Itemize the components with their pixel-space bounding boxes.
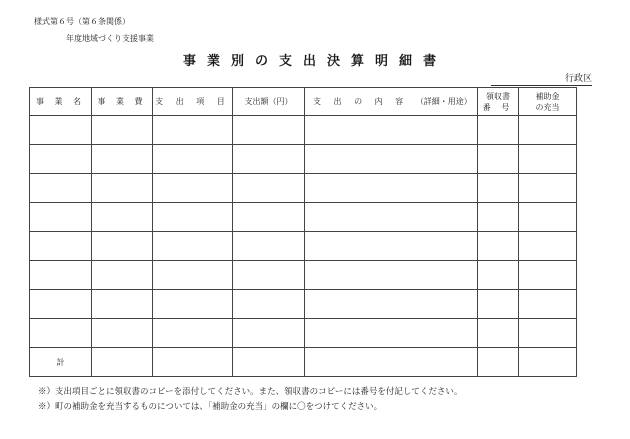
cell-subsidy-allocation[interactable]: [519, 116, 577, 145]
cell-project-name[interactable]: [30, 232, 92, 261]
table-row: [30, 174, 577, 203]
cell-project-cost[interactable]: [92, 203, 153, 232]
cell-expense-item[interactable]: [153, 174, 233, 203]
header-receipt-number: 領収書 番 号: [478, 88, 519, 116]
cell-expense-amount[interactable]: [233, 174, 305, 203]
cell-subsidy-allocation[interactable]: [519, 261, 577, 290]
cell-expense-amount[interactable]: [233, 203, 305, 232]
expense-detail-table: [29, 87, 577, 377]
cell-expense-item[interactable]: [153, 116, 233, 145]
cell-expense-amount[interactable]: [233, 116, 305, 145]
cell-project-name[interactable]: [30, 319, 92, 348]
cell-expense-item[interactable]: [153, 232, 233, 261]
cell-subsidy-allocation[interactable]: [519, 348, 577, 377]
cell-project-cost[interactable]: [92, 319, 153, 348]
cell-expense-content[interactable]: [305, 319, 478, 348]
cell-expense-amount[interactable]: [233, 290, 305, 319]
cell-receipt-number[interactable]: [478, 116, 519, 145]
cell-expense-content[interactable]: [305, 348, 478, 377]
table-row: [30, 116, 577, 145]
header-expense-content: 支 出 の 内 容 （詳細・用途）: [305, 88, 478, 116]
cell-receipt-number[interactable]: [478, 348, 519, 377]
cell-project-name[interactable]: [30, 290, 92, 319]
project-name: 年度地域づくり支援事業: [66, 34, 154, 43]
table-row: [30, 261, 577, 290]
cell-receipt-number[interactable]: [478, 145, 519, 174]
header-subsidy-allocation: 補助金 の充当: [519, 88, 577, 116]
cell-project-name[interactable]: [30, 116, 92, 145]
cell-project-name[interactable]: [30, 174, 92, 203]
header-row: [30, 88, 577, 116]
cell-total-expense-amount[interactable]: [233, 348, 305, 377]
cell-expense-amount[interactable]: [233, 261, 305, 290]
cell-expense-amount[interactable]: [233, 319, 305, 348]
cell-receipt-number[interactable]: [478, 232, 519, 261]
cell-receipt-number[interactable]: [478, 174, 519, 203]
table-row: [30, 319, 577, 348]
page-title: 事業別の支出決算明細書: [182, 54, 447, 69]
header-project-name: 事 業 名: [30, 88, 92, 116]
cell-expense-item[interactable]: [153, 203, 233, 232]
cell-expense-content[interactable]: [305, 145, 478, 174]
header-expense-amount: 支出額（円）: [233, 88, 305, 116]
district-label: 行政区: [491, 73, 592, 86]
header-project-cost: 事 業 費: [92, 88, 153, 116]
cell-expense-item[interactable]: [153, 319, 233, 348]
cell-project-cost[interactable]: [92, 116, 153, 145]
cell-subsidy-allocation[interactable]: [519, 290, 577, 319]
total-label: 計: [30, 348, 92, 377]
cell-subsidy-allocation[interactable]: [519, 203, 577, 232]
cell-receipt-number[interactable]: [478, 319, 519, 348]
cell-project-name[interactable]: [30, 145, 92, 174]
cell-expense-amount[interactable]: [233, 232, 305, 261]
cell-expense-item[interactable]: [153, 348, 233, 377]
header-expense-item: 支 出 項 目: [153, 88, 233, 116]
form-number: 様式第６号（第６条関係）: [34, 17, 130, 26]
cell-project-cost[interactable]: [92, 145, 153, 174]
table-row: [30, 290, 577, 319]
total-row: [30, 348, 577, 377]
table-row: [30, 232, 577, 261]
footnote: ※）支出項目ごとに領収書のコピーを添付してください。また、領収書のコピーには番号を付記してください。: [38, 387, 463, 397]
cell-expense-item[interactable]: [153, 145, 233, 174]
cell-subsidy-allocation[interactable]: [519, 232, 577, 261]
cell-subsidy-allocation[interactable]: [519, 145, 577, 174]
footnotes: [38, 385, 462, 415]
cell-subsidy-allocation[interactable]: [519, 174, 577, 203]
cell-expense-content[interactable]: [305, 261, 478, 290]
cell-project-name[interactable]: [30, 203, 92, 232]
cell-expense-item[interactable]: [153, 261, 233, 290]
table-row: [30, 203, 577, 232]
cell-project-cost[interactable]: [92, 290, 153, 319]
cell-expense-item[interactable]: [153, 290, 233, 319]
cell-expense-content[interactable]: [305, 174, 478, 203]
cell-subsidy-allocation[interactable]: [519, 319, 577, 348]
cell-total-project-cost[interactable]: [92, 348, 153, 377]
footnote: ※）町の補助金を充当するものについては、「補助金の充当」の欄に〇をつけてください。: [38, 402, 383, 412]
cell-project-cost[interactable]: [92, 261, 153, 290]
cell-expense-content[interactable]: [305, 203, 478, 232]
cell-receipt-number[interactable]: [478, 261, 519, 290]
table-row: [30, 145, 577, 174]
cell-receipt-number[interactable]: [478, 203, 519, 232]
cell-project-name[interactable]: [30, 261, 92, 290]
cell-project-cost[interactable]: [92, 232, 153, 261]
cell-expense-amount[interactable]: [233, 145, 305, 174]
cell-receipt-number[interactable]: [478, 290, 519, 319]
cell-expense-content[interactable]: [305, 116, 478, 145]
cell-expense-content[interactable]: [305, 232, 478, 261]
cell-project-cost[interactable]: [92, 174, 153, 203]
cell-expense-content[interactable]: [305, 290, 478, 319]
